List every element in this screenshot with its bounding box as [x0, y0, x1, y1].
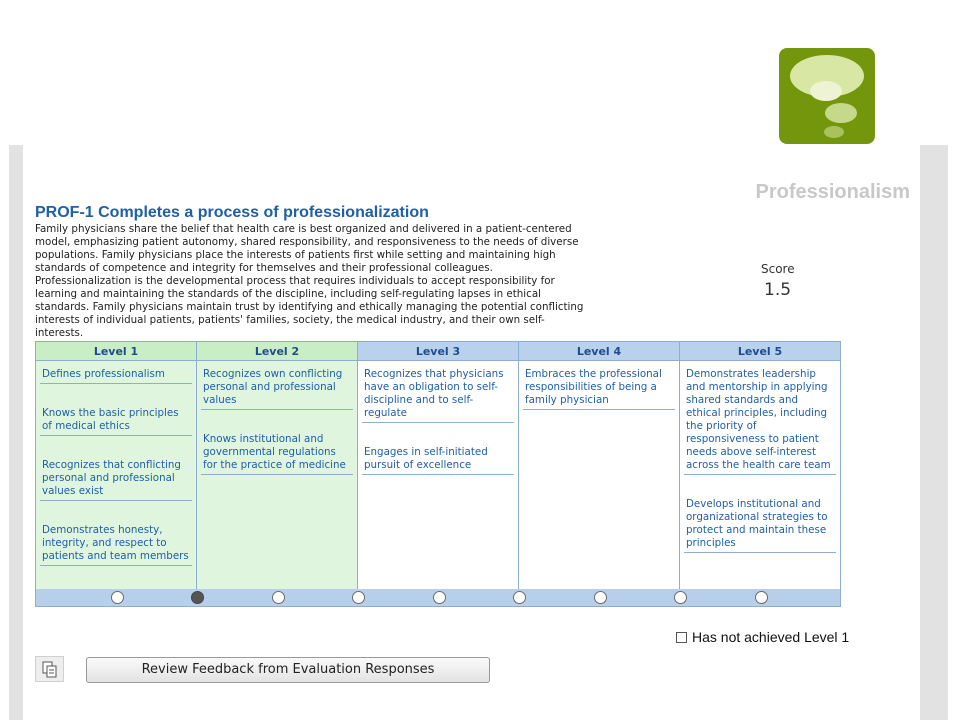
milestone-levels-grid — [35, 341, 841, 607]
not-achieved-label: Has not achieved Level 1 — [692, 629, 850, 645]
right-frame-bar — [920, 145, 948, 720]
not-achieved-checkbox[interactable] — [676, 632, 687, 643]
level-4-column — [519, 342, 680, 589]
level-2-column — [197, 342, 358, 589]
level-1-item: Recognizes that conflicting personal and professional values exist — [40, 458, 192, 501]
level-3-item: Recognizes that physicians have an obligation to self-discipline and to self-regulate — [362, 367, 514, 423]
review-feedback-button[interactable]: Review Feedback from Evaluation Responses — [86, 657, 490, 683]
rating-radio-2[interactable] — [191, 591, 204, 604]
rating-radio-bar — [36, 589, 840, 606]
left-frame-bar — [9, 145, 23, 720]
level-3-column — [358, 342, 519, 589]
level-2-item: Recognizes own conflicting personal and professional values — [201, 367, 353, 410]
level-3-header: Level 3 — [358, 342, 518, 361]
speech-bubbles-logo-icon — [779, 48, 875, 144]
rating-radio-1[interactable] — [111, 591, 124, 604]
rating-radio-8[interactable] — [674, 591, 687, 604]
rating-radio-7[interactable] — [594, 591, 607, 604]
score-value: 1.5 — [764, 280, 792, 300]
section-title: Professionalism — [755, 181, 910, 203]
level-1-item: Knows the basic principles of medical ethics — [40, 406, 192, 436]
rating-radio-3[interactable] — [272, 591, 285, 604]
rating-radio-6[interactable] — [513, 591, 526, 604]
level-4-item: Embraces the professional responsibilities of being a family physician — [523, 367, 675, 410]
level-5-column — [680, 342, 840, 589]
level-3-item: Engages in self-initiated pursuit of excellence — [362, 445, 514, 475]
rating-radio-4[interactable] — [352, 591, 365, 604]
not-achieved-checkbox-row[interactable] — [676, 629, 849, 645]
level-5-item: Demonstrates leadership and mentorship in applying shared standards and ethical principles, including the priority of responsiveness to patient needs above self-interest across the health care team — [684, 367, 836, 475]
copy-document-icon — [42, 661, 58, 678]
milestone-description: Family physicians share the belief that health care is best organized and delivered in a patient-centered model, emphasizing patient autonomy, shared responsibility, and responsiveness to the needs of diverse populations. Family physicians place the interests of patients first while setting and maintaining high standards of competence and integrity for themselves and their professional colleagues. Professionalization is the developmental process that requires individuals to accept responsibility for learning and maintaining the standards of the discipline, including self-regulating lapses in ethical standards. Family physicians maintain trust by identifying and ethically managing the potential conflicting interests of individual patients, patients' families, society, the medical industry, and their own self-interests. — [35, 223, 584, 339]
level-5-header: Level 5 — [680, 342, 840, 361]
milestone-title: PROF-1 Completes a process of professionalization — [35, 204, 429, 221]
level-2-item: Knows institutional and governmental regulations for the practice of medicine — [201, 432, 353, 475]
level-1-item: Demonstrates honesty, integrity, and respect to patients and team members — [40, 523, 192, 566]
rating-radio-9[interactable] — [755, 591, 768, 604]
score-label: Score — [761, 262, 795, 276]
level-5-item: Develops institutional and organizational strategies to protect and maintain these principles — [684, 497, 836, 553]
level-1-column — [36, 342, 197, 589]
copy-document-button[interactable] — [35, 656, 64, 682]
level-2-header: Level 2 — [197, 342, 357, 361]
level-4-header: Level 4 — [519, 342, 679, 361]
level-1-header: Level 1 — [36, 342, 196, 361]
level-1-item: Defines professionalism — [40, 367, 192, 384]
rating-radio-5[interactable] — [433, 591, 446, 604]
